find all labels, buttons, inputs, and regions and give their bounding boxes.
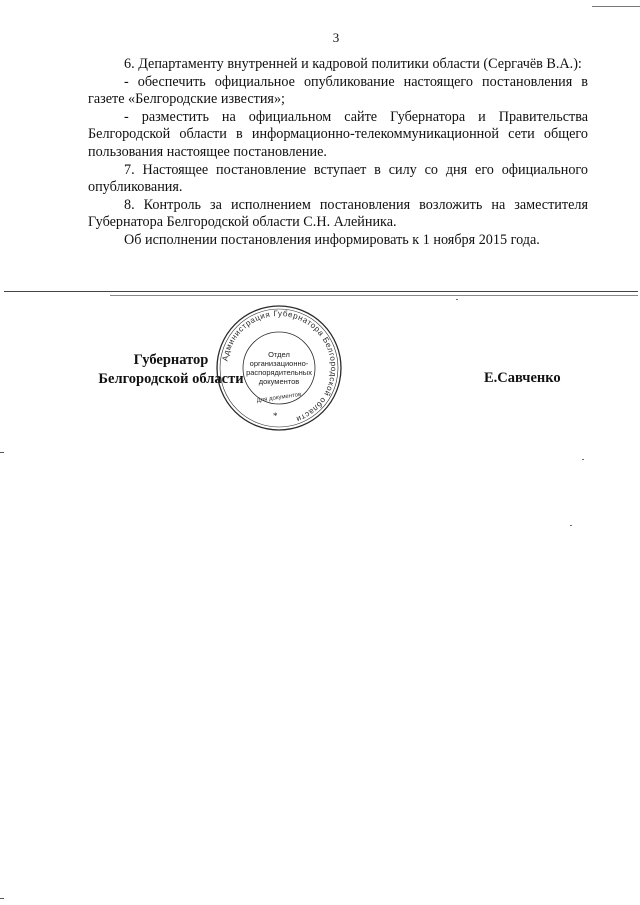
scan-edge-mark — [0, 452, 4, 453]
scan-edge-mark-bottom — [0, 898, 4, 899]
paragraph-report-deadline: Об исполнении постановления информировать к 1 ноября 2015 года. — [124, 231, 540, 248]
page-number: 3 — [332, 30, 340, 45]
scan-speck — [456, 299, 458, 300]
document-body — [88, 56, 588, 250]
seal-line-1: Отдел — [268, 350, 290, 359]
paragraph-6: 6. Департаменту внутренней и кадровой политики области (Сергачёв В.А.): — [124, 56, 582, 72]
seal-center-text — [247, 338, 311, 398]
scan-fold-line — [4, 291, 638, 292]
seal-bottom-text: Для документов — [256, 391, 302, 405]
scan-fold-line-faint — [110, 295, 638, 296]
paragraph-6-website: - разместить на официальном сайте Губернатора и Правительства Белгородской области в информационно-телекоммуникационной сети общего пользования настоящее постановление. — [88, 108, 588, 160]
paragraph-7: 7. Настоящее постановление вступает в силу со дня его официального опубликования. — [88, 161, 588, 196]
seal-line-3: распорядительных — [246, 368, 312, 377]
seal-line-2: организационно- — [249, 359, 309, 368]
official-seal — [214, 303, 344, 433]
paragraph-6-publication: - обеспечить официальное опубликование настоящего постановления в газете «Белгородские известия»; — [88, 73, 588, 108]
top-edge-mark — [592, 6, 640, 7]
scan-speck — [582, 459, 584, 460]
scan-speck — [570, 525, 572, 526]
paragraph-8: 8. Контроль за исполнением постановления возложить на заместителя Губернатора Белгородской области С.Н. Алейника. — [88, 196, 588, 231]
signatory-name: Е.Савченко — [484, 370, 561, 386]
signatory-region: Белгородской области — [98, 371, 244, 387]
seal-line-4: документов — [258, 377, 300, 386]
signatory-title: Губернатор — [133, 352, 209, 368]
seal-ring-text: Администрация Губернатора Белгородской области — [220, 308, 339, 424]
seal-star-icon: * — [273, 411, 278, 421]
